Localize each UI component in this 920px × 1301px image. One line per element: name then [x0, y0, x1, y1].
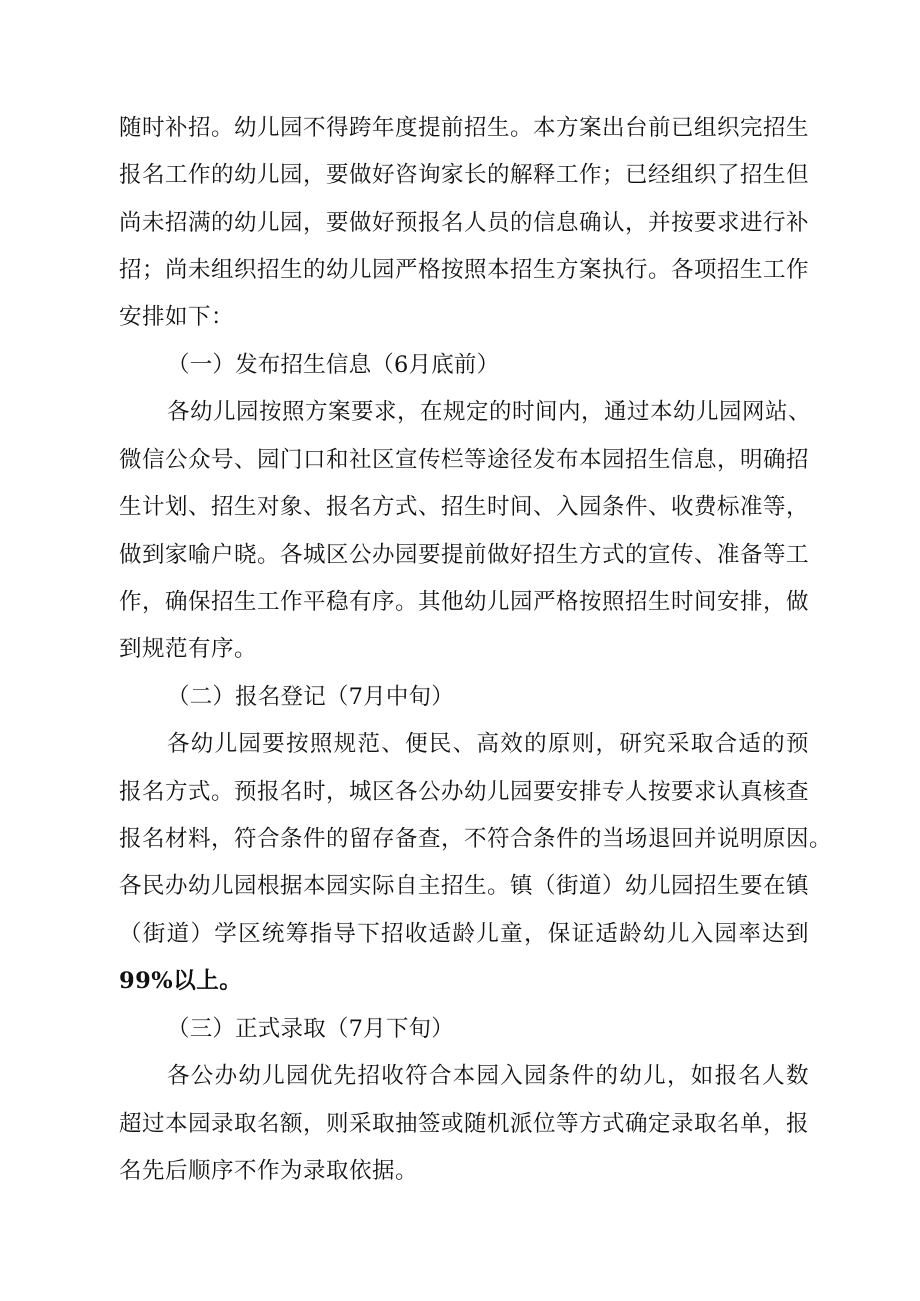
paragraph-line: 安排如下： [119, 304, 235, 330]
paragraph-line: 到规范有序。 [119, 636, 258, 662]
paragraph-line: 做到家喻户晓。各城区公办园要提前做好招生方式的宣传、准备等工 [119, 542, 810, 568]
paragraph-line: 各公办幼儿园优先招收符合本园入园条件的幼儿，如报名人数 [167, 1063, 809, 1089]
section-heading-1: （一）发布招生信息（6月底前） [167, 352, 500, 378]
paragraph-line: 超过本园录取名额，则采取抽签或随机派位等方式确定录取名单，报 [119, 1111, 810, 1137]
paragraph-line: 随时补招。幼儿园不得跨年度提前招生。本方案出台前已组织完招生 [119, 115, 810, 141]
section-heading-2: （二）报名登记（7月中旬） [167, 684, 454, 710]
paragraph-line: 报名材料，符合条件的留存备查，不符合条件的当场退回并说明原因。 [119, 826, 833, 852]
paragraph-line: 生计划、招生对象、报名方式、招生时间、入园条件、收费标准等， [119, 494, 810, 520]
paragraph-line: 名先后顺序不作为录取依据。 [119, 1158, 419, 1184]
paragraph-line: 99%以上。 [119, 968, 243, 994]
paragraph-line: 报名方式。预报名时，城区各公办幼儿园要安排专人按要求认真核查 [119, 779, 810, 805]
paragraph-line: 作，确保招生工作平稳有序。其他幼儿园严格按照招生时间安排，做 [119, 589, 810, 615]
section-heading-3: （三）正式录取（7月下旬） [167, 1016, 454, 1042]
paragraph-line: 招；尚未组织招生的幼儿园严格按照本招生方案执行。各项招生工作 [119, 257, 810, 283]
paragraph-line: 报名工作的幼儿园，要做好咨询家长的解释工作；已经组织了招生但 [119, 162, 810, 188]
paragraph-line: （街道）学区统筹指导下招收适龄儿童，保证适龄幼儿入园率达到 [119, 921, 809, 947]
paragraph-line: 各民办幼儿园根据本园实际自主招生。镇（街道）幼儿园招生要在镇 [119, 873, 810, 899]
paragraph-line: 微信公众号、园门口和社区宣传栏等途径发布本园招生信息，明确招 [119, 447, 810, 473]
paragraph-line: 各幼儿园要按照规范、便民、高效的原则，研究采取合适的预 [167, 731, 809, 757]
paragraph-line: 各幼儿园按照方案要求，在规定的时间内，通过本幼儿园网站、 [167, 399, 812, 425]
paragraph-line: 尚未招满的幼儿园，要做好预报名人员的信息确认，并按要求进行补 [119, 210, 810, 236]
